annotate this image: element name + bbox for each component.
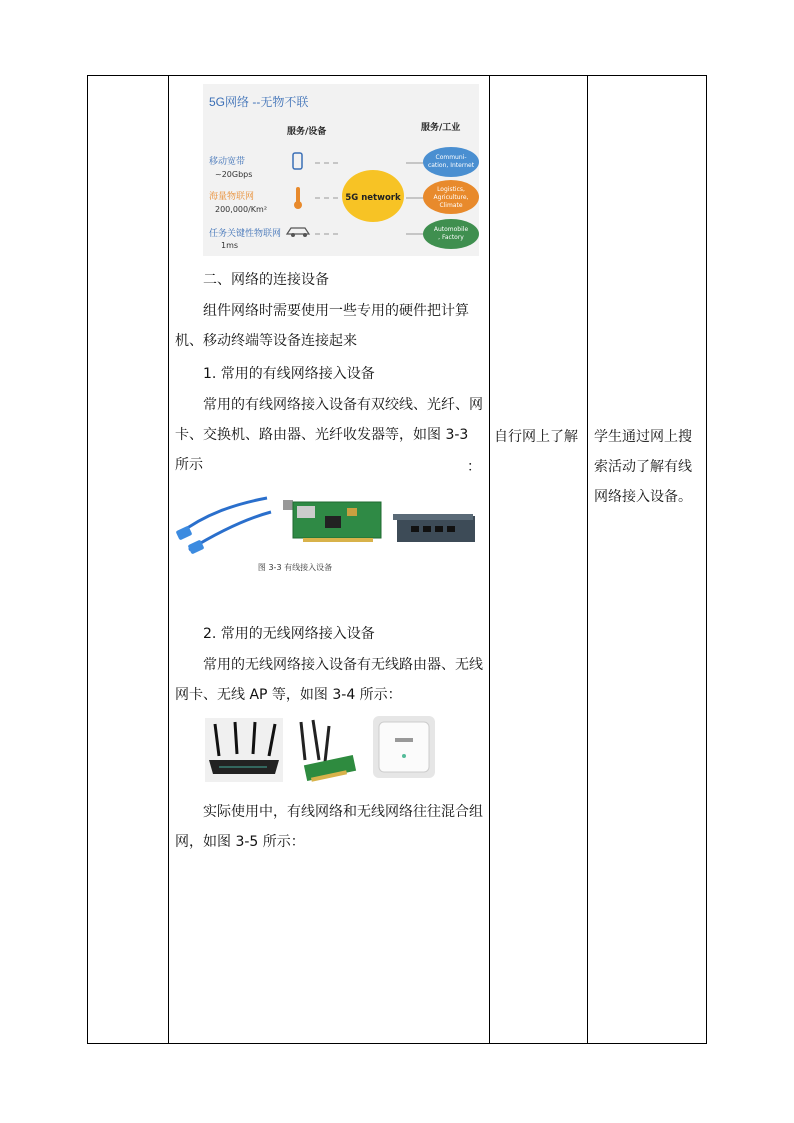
car-icon <box>287 228 309 234</box>
teacher-activity: 自行网上了解 <box>494 429 578 445</box>
colon-mark: ： <box>467 459 481 475</box>
column-divider <box>587 76 588 1043</box>
phone-icon <box>293 153 302 169</box>
wireless-router-icon <box>205 718 283 782</box>
svg-text:Communi-: Communi- <box>435 154 467 161</box>
image-title: 5G网络 --无物不联 <box>209 95 309 109</box>
wired-devices-figure <box>175 494 481 572</box>
figure-caption: 图 3-3 有线接入设备 <box>257 563 333 572</box>
svg-text:Agriculture,: Agriculture, <box>433 194 469 201</box>
paragraph-mixed-network: 实际使用中，有线网络和无线网络往往混合组网，如图 3-5 所示： <box>175 804 483 850</box>
switch-icon <box>393 514 475 542</box>
center-label: 5G network <box>345 193 401 203</box>
5g-network-image <box>203 84 479 256</box>
paragraph-wireless: 常用的无线网络接入设备有无线路由器、无线网卡、无线 AP 等，如图 3-4 所示： <box>175 657 483 703</box>
student-activity: 学生通过网上搜索活动了解有线网络接入设备。 <box>594 429 692 505</box>
subheading-wireless: 2. 常用的无线网络接入设备 <box>203 626 375 642</box>
col-service-device: 服务/设备 <box>287 127 327 137</box>
section-heading: 二、网络的连接设备 <box>203 272 329 288</box>
wireless-devices-figure <box>205 716 455 786</box>
ethernet-cable-icon <box>176 498 271 554</box>
svg-text:Automobile: Automobile <box>433 226 469 233</box>
svg-text:, Factory: , Factory <box>438 234 464 241</box>
paragraph-wired: 常用的有线网络接入设备有双绞线、光纤、网卡、交换机、路由器、光纤收发器等，如图 3-3 所示 <box>175 397 483 473</box>
col-service-industry: 服务/工业 <box>421 123 461 133</box>
wireless-nic-icon <box>301 720 356 782</box>
row1-label: 移动宽带 <box>209 157 246 167</box>
row1-value: ~20Gbps <box>215 170 253 179</box>
column-divider <box>489 76 490 1043</box>
subheading-wired: 1. 常用的有线网络接入设备 <box>203 366 375 382</box>
paragraph-devices: 组件网络时需要使用一些专用的硬件把计算机、移动终端等设备连接起来 <box>175 303 469 349</box>
row3-label: 任务关键性物联网 <box>209 229 282 239</box>
row3-value: 1ms <box>221 241 239 250</box>
network-card-icon <box>283 500 381 542</box>
row2-label: 海量物联网 <box>209 192 255 202</box>
row2-value: 200,000/Km² <box>215 205 268 214</box>
thermometer-icon <box>296 187 300 203</box>
lesson-table <box>87 75 707 1044</box>
svg-text:Logistics,: Logistics, <box>437 186 465 193</box>
svg-text:Climate: Climate <box>439 202 463 209</box>
content-cell <box>169 76 489 1043</box>
wireless-ap-icon <box>373 716 435 778</box>
svg-text:cation, Internet: cation, Internet <box>427 162 475 169</box>
